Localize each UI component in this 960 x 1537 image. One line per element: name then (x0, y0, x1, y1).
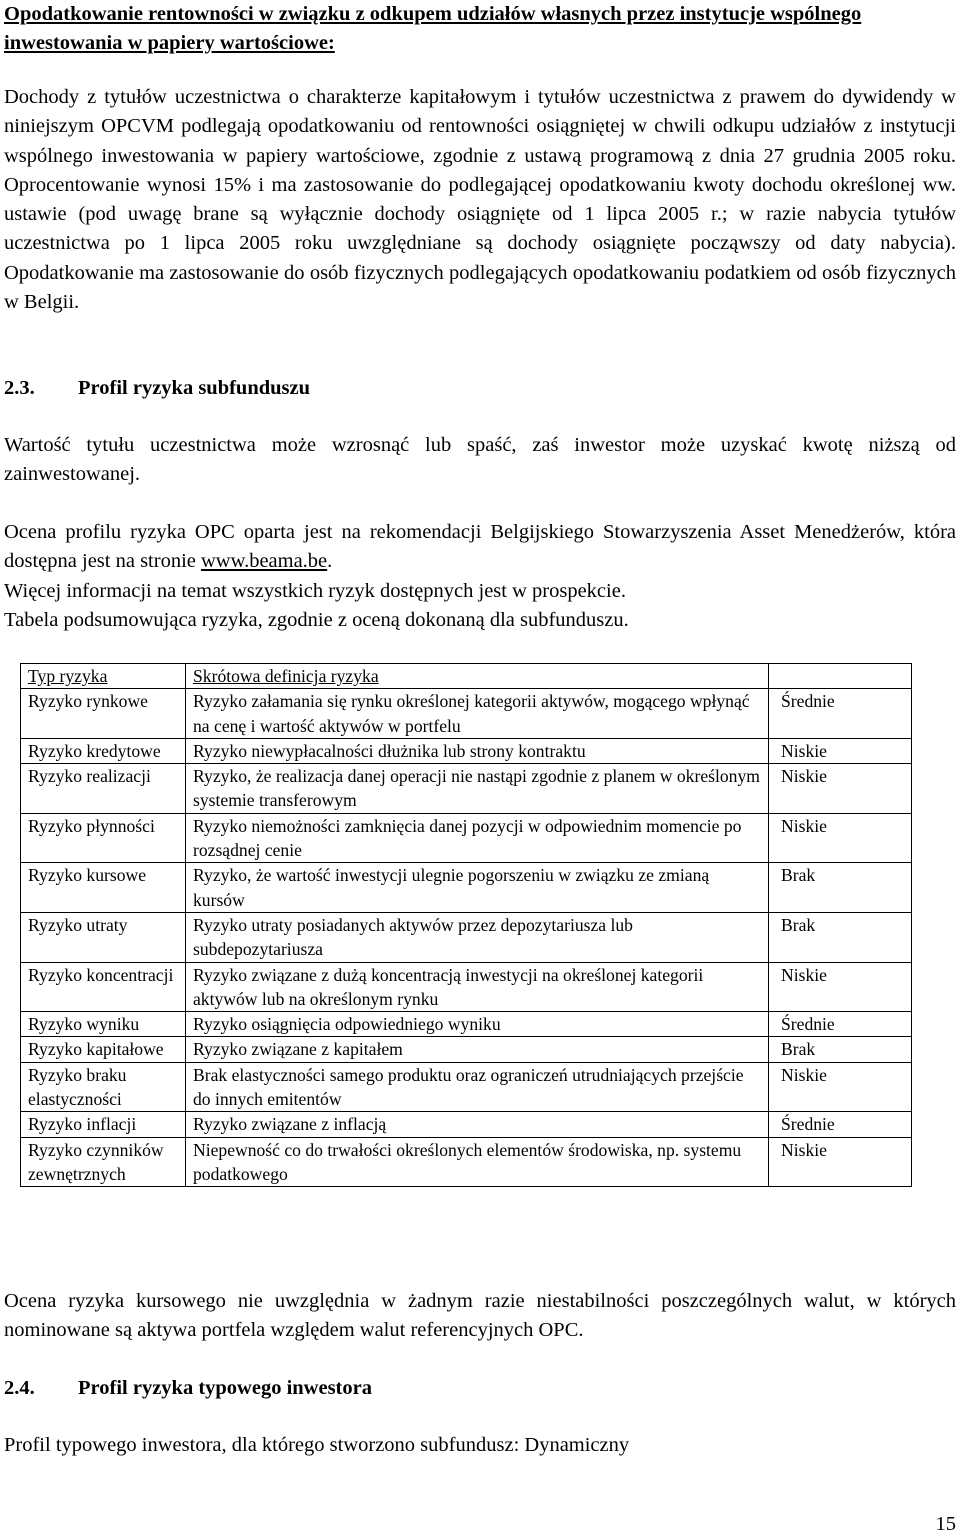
risk-definition-cell: Brak elastyczności samego produktu oraz ograniczeń utrudniających przejście do innych emitentów (186, 1062, 769, 1112)
section-2-3-title (4, 374, 310, 402)
risk-definition-cell: Ryzyko niewypłacalności dłużnika lub strony kontraktu (186, 738, 769, 763)
section-title-text: Profil ryzyka subfunduszu (78, 377, 311, 399)
risk-definition-cell: Niepewność co do trwałości określonych elementów środowiska, np. systemu podatkowego (186, 1137, 769, 1187)
risk-type-cell: Ryzyko braku elastyczności (21, 1062, 186, 1112)
risk-definition-cell: Ryzyko związane z inflacją (186, 1112, 769, 1137)
table-row (21, 1062, 912, 1112)
header-risk-type: Typ ryzyka (21, 664, 186, 689)
tax-paragraph: Dochody z tytułów uczestnictwa o charakterze kapitałowym i tytułów uczestnictwa z prawem do dywidendy w niniejszym OPCVM podlegają opodatkowaniu od rentowności osiągniętej w chwili odkupu udziałów z instytucji wspólnego inwestowania w papiery wartościowe, zgodnie z ustawą programową z dnia 27 grudnia 2005 roku. Oprocentowanie wynosi 15% i ma zastosowanie do podlegającej opodatkowaniu kwoty dochodu określonej ww. ustawie (pod uwagę brane są wyłącznie dochody osiągnięte od 1 lipca 2005 r.; w razie nabycia tytułów uczestnictwa po 1 lipca 2005 roku uwzględniane są dochody osiągnięte począwszy od daty nabycia). Opodatkowanie ma zastosowanie do osób fizycznych podlegających opodatkowaniu podatkiem od osób fizycznych w Belgii. (4, 86, 956, 314)
risk-type-cell: Ryzyko utraty (21, 912, 186, 962)
assessment-paragraph (4, 518, 956, 577)
risk-level-cell: Niskie (769, 962, 912, 1012)
risk-level-cell: Brak (769, 912, 912, 962)
risk-table (20, 663, 912, 1187)
section-number: 2.4. (4, 1377, 35, 1399)
summary-paragraph: Tabela podsumowująca ryzyka, zgodnie z oceną dokonaną dla subfunduszu. (4, 609, 629, 631)
risk-level-cell: Średnie (769, 1112, 912, 1137)
header-risk-level (769, 664, 912, 689)
risk-type-cell: Ryzyko realizacji (21, 764, 186, 814)
table-row (21, 1112, 912, 1137)
table-row (21, 1137, 912, 1187)
risk-level-cell: Niskie (769, 738, 912, 763)
table-row (21, 1012, 912, 1037)
risk-level-cell: Niskie (769, 1137, 912, 1187)
risk-level-cell: Niskie (769, 1062, 912, 1112)
assessment-text: Ocena profilu ryzyka OPC oparta jest na rekomendacji Belgijskiego Stowarzyszenia Asset Menedżerów, która dostępna jest na stronie (4, 521, 956, 573)
risk-type-cell: Ryzyko czynników zewnętrznych (21, 1137, 186, 1187)
table-row (21, 738, 912, 763)
currency-paragraph: Ocena ryzyka kursowego nie uwzględnia w żadnym razie niestabilności poszczególnych walut, w których nominowane są aktywa portfela względem walut referencyjnych OPC. (4, 1290, 956, 1342)
page-number: 15 (935, 1513, 956, 1535)
risk-definition-cell: Ryzyko załamania się rynku określonej kategorii aktywów, mogącego wpłynąć na cenę i wartość aktywów w portfelu (186, 689, 769, 739)
table-row (21, 1037, 912, 1062)
table-row (21, 912, 912, 962)
risk-definition-cell: Ryzyko związane z kapitałem (186, 1037, 769, 1062)
section-2-4-title (4, 1374, 372, 1402)
risk-type-cell: Ryzyko kredytowe (21, 738, 186, 763)
risk-type-cell: Ryzyko kapitałowe (21, 1037, 186, 1062)
table-row (21, 764, 912, 814)
tax-heading: Opodatkowanie rentowności w związku z odkupem udziałów własnych przez instytucje wspólnego inwestowania w papiery wartościowe: (4, 3, 862, 54)
table-row (21, 813, 912, 863)
beama-link[interactable]: www.beama.be (200, 550, 328, 573)
risk-level-cell: Brak (769, 863, 912, 913)
table-row (21, 962, 912, 1012)
risk-type-cell: Ryzyko płynności (21, 813, 186, 863)
risk-type-cell: Ryzyko koncentracji (21, 962, 186, 1012)
risk-definition-cell: Ryzyko niemożności zamknięcia danej pozycji w odpowiednim momencie po rozsądnej cenie (186, 813, 769, 863)
more-info-paragraph: Więcej informacji na temat wszystkich ryzyk dostępnych jest w prospekcie. (4, 580, 626, 602)
typical-investor-paragraph: Profil typowego inwestora, dla którego stworzono subfundusz: Dynamiczny (4, 1434, 630, 1456)
risk-definition-cell: Ryzyko osiągnięcia odpowiedniego wyniku (186, 1012, 769, 1037)
risk-definition-cell: Ryzyko, że realizacja danej operacji nie nastąpi zgodnie z planem w określonym systemie transferowym (186, 764, 769, 814)
risk-type-cell: Ryzyko wyniku (21, 1012, 186, 1037)
risk-type-cell: Ryzyko kursowe (21, 863, 186, 913)
risk-table-header (21, 664, 912, 689)
risk-level-cell: Średnie (769, 1012, 912, 1037)
risk-level-cell: Średnie (769, 689, 912, 739)
risk-level-cell: Niskie (769, 764, 912, 814)
risk-definition-cell: Ryzyko, że wartość inwestycji ulegnie pogorszeniu w związku ze zmianą kursów (186, 863, 769, 913)
risk-definition-cell: Ryzyko utraty posiadanych aktywów przez depozytariusza lub subdepozytariusza (186, 912, 769, 962)
section-number: 2.3. (4, 377, 35, 399)
risk-type-cell: Ryzyko rynkowe (21, 689, 186, 739)
risk-definition-cell: Ryzyko związane z dużą koncentracją inwestycji na określonej kategorii aktywów lub na określonym rynku (186, 962, 769, 1012)
header-risk-definition: Skrótowa definicja ryzyka (186, 664, 769, 689)
risk-level-cell: Niskie (769, 813, 912, 863)
assessment-end: . (327, 550, 333, 573)
risk-level-cell: Brak (769, 1037, 912, 1062)
section-title-text: Profil ryzyka typowego inwestora (78, 1377, 372, 1399)
table-row (21, 863, 912, 913)
value-paragraph: Wartość tytułu uczestnictwa może wzrosnąć lub spaść, zaś inwestor może uzyskać kwotę niższą od zainwestowanej. (4, 434, 956, 486)
risk-type-cell: Ryzyko inflacji (21, 1112, 186, 1137)
table-row (21, 689, 912, 739)
